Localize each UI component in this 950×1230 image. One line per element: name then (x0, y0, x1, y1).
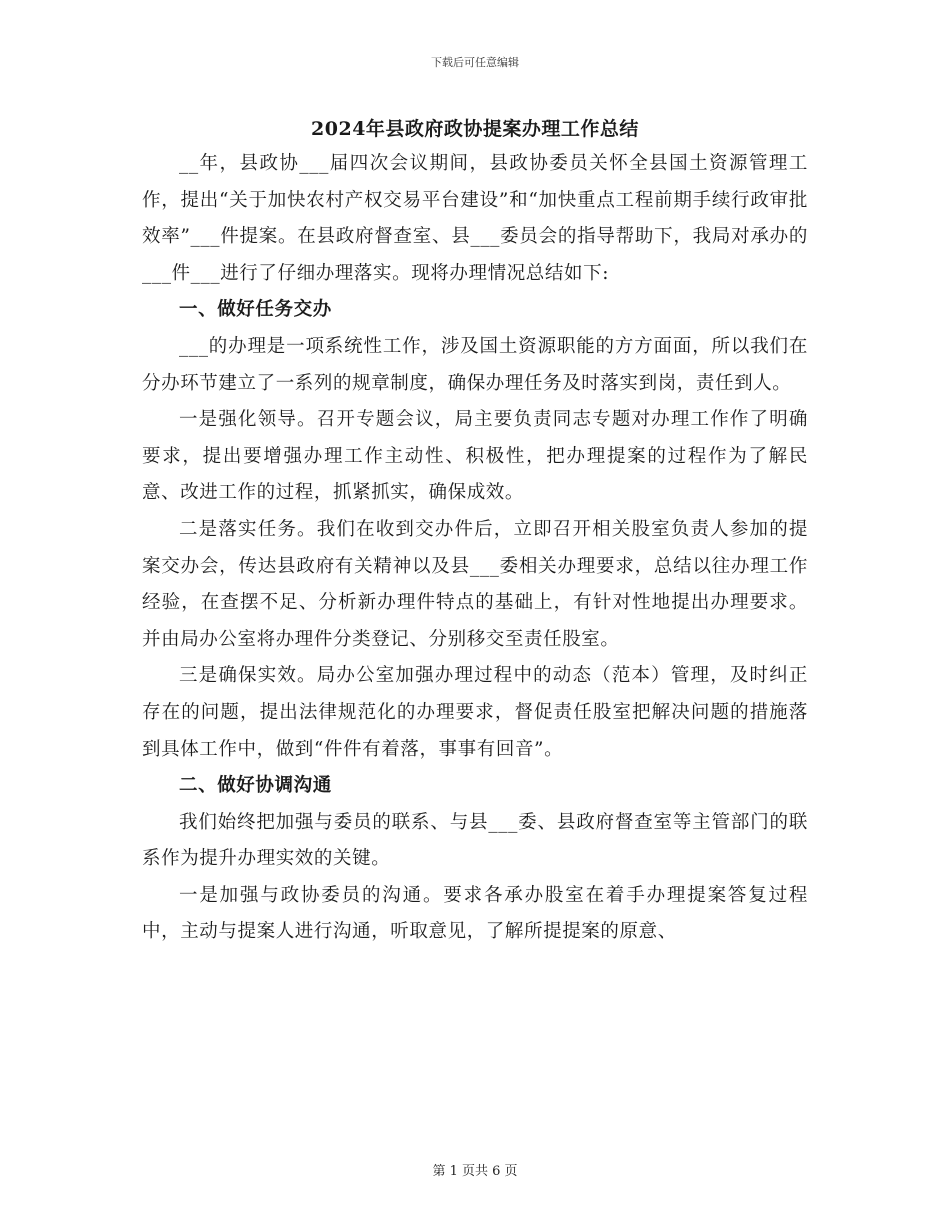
section-heading-coordination: 二、做好协调沟通 (179, 775, 332, 797)
paragraph: 一是强化领导。召开专题会议，局主要负责同志专题对办理工作作了明确要求，提出要增强办理工作主动性、积极性，把办理提案的过程作为了解民意、改进工作的过程，抓紧抓实，确保成效。 (142, 409, 808, 504)
document-body (142, 146, 808, 951)
paragraph: 三是确保实效。局办公室加强办理过程中的动态（范本）管理，及时纠正存在的问题，提出法律规范化的办理要求，督促责任股室把解决问题的措施落到具体工作中，做到“件件有着落，事事有回音”。 (142, 665, 808, 760)
page-number: 第 1 页共 6 页 (432, 1164, 518, 1179)
header-note: 下载后可任意编辑 (431, 56, 519, 69)
section-heading-task-assignment: 一、做好任务交办 (179, 299, 332, 321)
paragraph: 我们始终把加强与委员的联系、与县___委、县政府督查室等主管部门的联系作为提升办理实效的关键。 (142, 811, 808, 870)
paragraph: 一是加强与政协委员的沟通。要求各承办股室在着手办理提案答复过程中，主动与提案人进行沟通，听取意见，了解所提提案的原意、 (142, 884, 808, 943)
paragraph: 二是落实任务。我们在收到交办件后，立即召开相关股室负责人参加的提案交办会，传达县政府有关精神以及县___委相关办理要求，总结以往办理工作经验，在查摆不足、分析新办理件特点的基础上，有针对性地提出办理要求。并由局办公室将办理件分类登记、分别移交至责任股室。 (142, 518, 808, 650)
intro-paragraph: __年，县政协___届四次会议期间，县政协委员关怀全县国土资源管理工作，提出“关于加快农村产权交易平台建设”和“加快重点工程前期手续行政审批效率”___件提案。在县政府督查室、县___委员会的指导帮助下，我局对承办的___件___进行了仔细办理落实。现将办理情况总结如下: (142, 153, 808, 284)
paragraph: ___的办理是一项系统性工作，涉及国土资源职能的方方面面，所以我们在分办环节建立了一系列的规章制度，确保办理任务及时落实到岗，责任到人。 (142, 335, 808, 394)
document-title: 2024年县政府政协提案办理工作总结 (311, 118, 639, 140)
